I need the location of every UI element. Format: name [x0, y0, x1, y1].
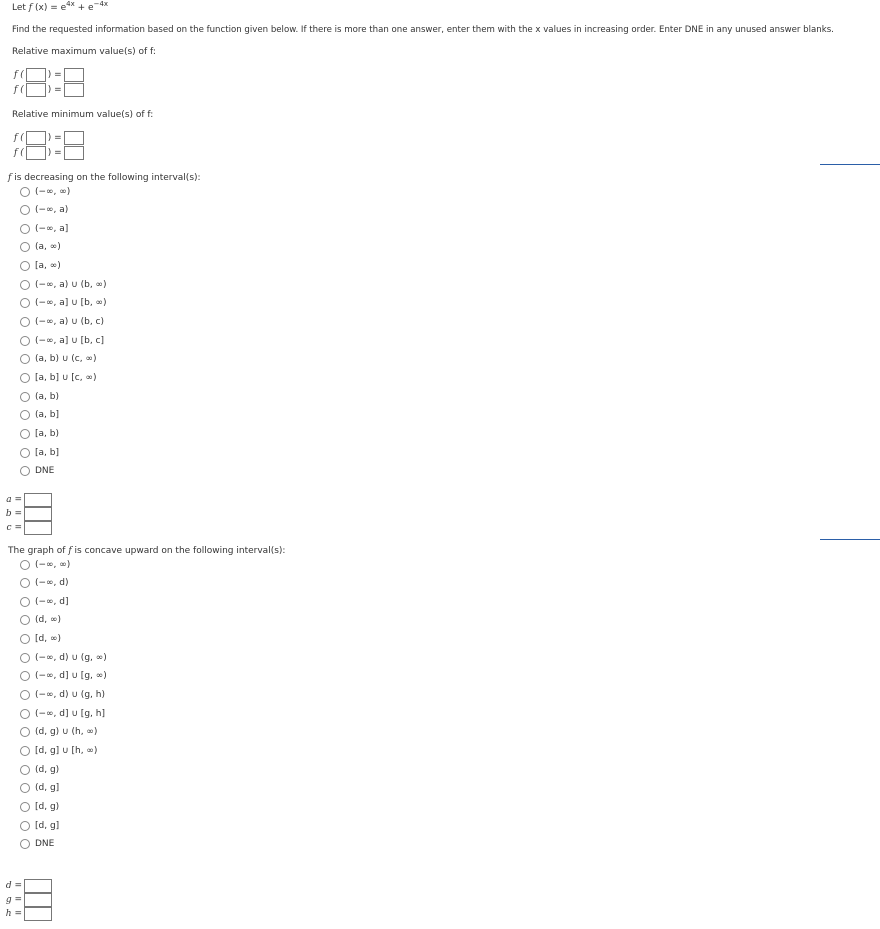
concave-option-9[interactable]: [20, 707, 105, 720]
decreasing-option-label: (a, b): [35, 391, 59, 402]
f-open: f (: [14, 85, 24, 95]
decreasing-option-5[interactable]: [20, 260, 61, 273]
eq-text: ) =: [47, 148, 62, 158]
decreasing-option-label: DNE: [35, 466, 55, 477]
radio-icon[interactable]: [20, 821, 30, 831]
rel-min-value-input-2[interactable]: [64, 146, 84, 160]
decreasing-option-4[interactable]: [20, 241, 61, 254]
radio-icon[interactable]: [20, 802, 30, 812]
concave-option-label: (−∞, d] ∪ [g, h]: [35, 708, 105, 719]
radio-icon[interactable]: [20, 261, 30, 271]
concave-option-6[interactable]: [20, 651, 107, 664]
radio-icon[interactable]: [20, 690, 30, 700]
var-c-input[interactable]: [24, 521, 52, 535]
var-a-input[interactable]: [24, 493, 52, 507]
decreasing-option-label: (−∞, a]: [35, 223, 69, 234]
concave-option-13[interactable]: [20, 782, 59, 795]
var-b-label: b =: [5, 509, 22, 519]
decreasing-option-label: (−∞, ∞): [35, 186, 71, 197]
radio-icon[interactable]: [20, 354, 30, 364]
radio-icon[interactable]: [20, 615, 30, 625]
radio-icon[interactable]: [20, 839, 30, 849]
radio-icon[interactable]: [20, 429, 30, 439]
concave-option-label: (d, g]: [35, 783, 60, 794]
var-a-label: a =: [6, 495, 22, 505]
concave-option-15[interactable]: [20, 819, 59, 832]
radio-icon[interactable]: [20, 578, 30, 588]
radio-icon[interactable]: [20, 671, 30, 681]
decreasing-label-text: is decreasing on the following interval(s):: [11, 173, 201, 183]
concave-option-label: (−∞, d]: [35, 596, 69, 607]
concave-option-label: (−∞, d) ∪ (g, ∞): [35, 652, 107, 663]
eq-text: ) =: [47, 70, 62, 80]
concave-option-label: [d, g] ∪ [h, ∞): [35, 746, 98, 756]
concave-option-4[interactable]: [20, 614, 61, 627]
decreasing-option-6[interactable]: [20, 278, 107, 291]
concave-option-14[interactable]: [20, 800, 59, 813]
decreasing-option-7[interactable]: [20, 297, 107, 310]
decreasing-option-label: (a, b]: [35, 410, 59, 421]
var-g-input[interactable]: [24, 893, 52, 907]
f-open: f (: [14, 70, 24, 80]
radio-icon[interactable]: [20, 746, 30, 756]
fn-arg: (x) = e: [32, 3, 67, 13]
radio-icon[interactable]: [20, 410, 30, 420]
decreasing-option-12[interactable]: [20, 390, 59, 403]
radio-icon[interactable]: [20, 560, 30, 570]
radio-icon[interactable]: [20, 634, 30, 644]
var-h-row: [4, 907, 52, 921]
rel-min-row-2: [12, 146, 84, 160]
decreasing-option-label: [a, b): [35, 428, 59, 439]
radio-icon[interactable]: [20, 466, 30, 476]
concave-option-label: [d, g): [35, 801, 60, 812]
plus-e: + e: [74, 3, 94, 13]
var-c-label: c =: [6, 523, 22, 533]
divider-line-2: [820, 539, 880, 540]
radio-icon[interactable]: [20, 187, 30, 197]
var-a-row: [4, 493, 52, 507]
radio-icon[interactable]: [20, 373, 30, 383]
rel-min-label: Relative minimum value(s) of f:: [12, 110, 154, 120]
concave-option-label: (−∞, d) ∪ (g, h): [35, 690, 105, 701]
concave-option-7[interactable]: [20, 670, 107, 683]
rel-min-row-1: [12, 131, 84, 145]
decreasing-option-8[interactable]: [20, 316, 104, 329]
radio-icon[interactable]: [20, 317, 30, 327]
eq-text: ) =: [47, 85, 62, 95]
concave-option-label: (−∞, d): [35, 578, 69, 589]
concave-option-8[interactable]: [20, 689, 105, 702]
fn-name: f: [28, 3, 33, 13]
var-g-row: [4, 893, 52, 907]
concave-option-11[interactable]: [20, 745, 97, 758]
f-open: f (: [14, 148, 24, 158]
decreasing-option-11[interactable]: [20, 372, 96, 385]
concave-option-label: [d, g]: [35, 820, 60, 831]
radio-icon[interactable]: [20, 392, 30, 402]
rel-max-x-input-1[interactable]: [26, 68, 46, 82]
decreasing-option-14[interactable]: [20, 427, 59, 440]
radio-icon[interactable]: [20, 765, 30, 775]
concave-option-label: (−∞, d] ∪ [g, ∞): [35, 671, 107, 682]
decreasing-option-label: [a, ∞): [35, 261, 61, 272]
var-c-row: [4, 521, 52, 535]
decreasing-option-label: (−∞, a) ∪ (b, c): [35, 317, 105, 328]
radio-icon[interactable]: [20, 205, 30, 215]
rel-max-label: Relative maximum value(s) of f:: [12, 47, 156, 57]
radio-icon[interactable]: [20, 653, 30, 663]
rel-min-x-input-1[interactable]: [26, 131, 46, 145]
radio-icon[interactable]: [20, 224, 30, 234]
radio-icon[interactable]: [20, 448, 30, 458]
var-b-input[interactable]: [24, 507, 52, 521]
decreasing-option-15[interactable]: [20, 446, 59, 459]
rel-min-value-input-1[interactable]: [64, 131, 84, 145]
divider-line-1: [820, 164, 880, 165]
f-open: f (: [14, 133, 24, 143]
concave-option-label: (d, ∞): [35, 615, 61, 626]
var-d-label: d =: [5, 881, 22, 891]
radio-icon[interactable]: [20, 597, 30, 607]
radio-icon[interactable]: [20, 298, 30, 308]
let-text: Let: [12, 3, 29, 13]
concave-option-10[interactable]: [20, 726, 97, 739]
radio-icon[interactable]: [20, 783, 30, 793]
rel-max-x-input-2[interactable]: [26, 83, 46, 97]
decreasing-option-13[interactable]: [20, 409, 59, 422]
decreasing-option-label: [a, b]: [35, 447, 59, 458]
decreasing-option-2[interactable]: [20, 204, 68, 217]
decreasing-option-9[interactable]: [20, 334, 104, 347]
decreasing-option-label: (−∞, a) ∪ (b, ∞): [35, 279, 107, 290]
rel-min-x-input-2[interactable]: [26, 146, 46, 160]
decreasing-option-label: (a, ∞): [35, 242, 61, 253]
rel-max-row-1: [12, 68, 84, 82]
concave-option-3[interactable]: [20, 595, 69, 608]
concave-option-label: (d, g): [35, 764, 60, 775]
var-h-label: h =: [5, 909, 22, 919]
var-g-label: g =: [5, 895, 22, 905]
instructions: Find the requested information based on the function given below. If there is more than one answer, enter them with the x values in increasing order. Enter DNE in any unused answer blanks.: [12, 25, 834, 35]
concave-option-label: (d, g) ∪ (h, ∞): [35, 727, 98, 738]
concave-option-label: DNE: [35, 839, 55, 850]
concave-option-label: (−∞, ∞): [35, 559, 71, 570]
rel-max-row-2: [12, 83, 84, 97]
decreasing-option-3[interactable]: [20, 222, 68, 235]
var-b-row: [4, 507, 52, 521]
decreasing-label: f is decreasing on the following interval(s):: [8, 173, 201, 183]
decreasing-option-label: (−∞, a] ∪ [b, c]: [35, 335, 105, 346]
decreasing-option-label: (−∞, a] ∪ [b, ∞): [35, 298, 107, 309]
var-d-input[interactable]: [24, 879, 52, 893]
rel-max-value-input-1[interactable]: [64, 68, 84, 82]
decreasing-option-1[interactable]: [20, 185, 70, 198]
var-d-row: [4, 879, 52, 893]
radio-icon[interactable]: [20, 727, 30, 737]
concave-option-5[interactable]: [20, 633, 61, 646]
decreasing-option-16[interactable]: [20, 465, 54, 478]
concave-option-label: [d, ∞): [35, 634, 61, 645]
radio-icon[interactable]: [20, 709, 30, 719]
concave-option-1[interactable]: [20, 558, 70, 571]
exponent-2: −4x: [93, 0, 109, 8]
var-h-input[interactable]: [24, 907, 52, 921]
concave-option-16[interactable]: [20, 838, 54, 851]
decreasing-option-label: (−∞, a): [35, 205, 69, 216]
concave-option-2[interactable]: [20, 577, 69, 590]
radio-icon[interactable]: [20, 280, 30, 290]
decreasing-option-10[interactable]: [20, 353, 96, 366]
eq-text: ) =: [47, 133, 62, 143]
radio-icon[interactable]: [20, 336, 30, 346]
rel-max-value-input-2[interactable]: [64, 83, 84, 97]
function-definition: [12, 0, 109, 13]
exponent-1: 4x: [66, 0, 75, 8]
decreasing-option-label: (a, b) ∪ (c, ∞): [35, 354, 97, 365]
decreasing-option-label: [a, b] ∪ [c, ∞): [35, 373, 97, 383]
radio-icon[interactable]: [20, 242, 30, 252]
concave-option-12[interactable]: [20, 763, 59, 776]
concave-label: The graph of f is concave upward on the following interval(s):: [8, 546, 286, 556]
